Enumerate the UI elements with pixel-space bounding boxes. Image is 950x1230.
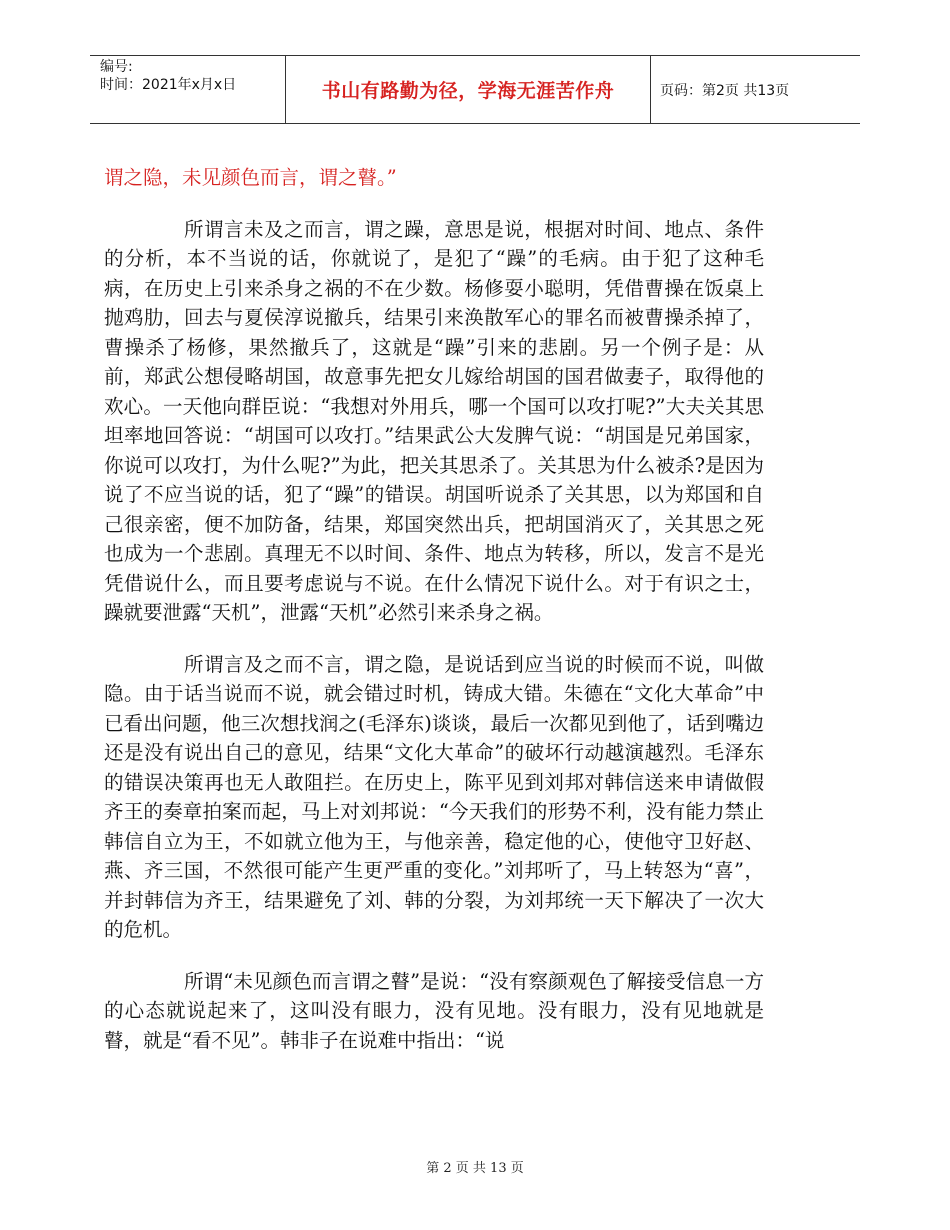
header-page-info: 页码：第2页 共13页 bbox=[660, 83, 790, 99]
document-body bbox=[104, 163, 764, 1055]
page-footer: 第 2 页 共 13 页 bbox=[426, 1161, 524, 1176]
header-meta bbox=[100, 58, 280, 94]
number-label: 编号: bbox=[100, 59, 133, 75]
opening-line: 谓之隐，未见颜色而言，谓之瞽。” bbox=[104, 166, 397, 189]
paragraph: 所谓言未及之而言，谓之躁，意思是说，根据对时间、地点、条件的分析，本不当说的话，你就说了，是犯了“躁”的毛病。由于犯了这种毛病，在历史上引来杀身之祸的不在少数。杨修耍小聪明，凭借曹操在饭桌上抛鸡肋，回去与夏侯淳说撤兵，结果引来涣散军心的罪名而被曹操杀掉了，曹操杀了杨修，果然撤兵了，这就是“躁”引来的悲剧。另一个例子是：从前，郑武公想侵略胡国，故意事先把女儿嫁给胡国的国君做妻子，取得他的欢心。一天他向群臣说：“我想对外用兵，哪一个国可以攻打呢?”大夫关其思坦率地回答说：“胡国可以攻打。”结果武公大发脾气说：“胡国是兄弟国家，你说可以攻打，为什么呢?”为此，把关其思杀了。关其思为什么被杀?是因为说了不应当说的话，犯了“躁”的错误。胡国听说杀了关其思，以为郑国和自己很亲密，便不加防备，结果，郑国突然出兵，把胡国消灭了，关其思之死也成为一个悲剧。真理无不以时间、条件、地点为转移，所以，发言不是光凭借说什么，而且要考虑说与不说。在什么情况下说什么。对于有识之士，躁就要泄露“天机”，泄露“天机”必然引来杀身之祸。 bbox=[104, 217, 764, 624]
paragraph: 所谓言及之而不言，谓之隐，是说话到应当说的时候而不说，叫做隐。由于话当说而不说，就会错过时机，铸成大错。朱德在“文化大革命”中已看出问题，他三次想找润之(毛泽东)谈谈，最后一次都见到他了，话到嘴边还是没有说出自己的意见，结果“文化大革命”的破坏行动越演越烈。毛泽东的错误决策再也无人敢阻拦。在历史上，陈平见到刘邦对韩信送来申请做假齐王的奏章拍案而起，马上对刘邦说：“今天我们的形势不利，没有能力禁止韩信自立为王，不如就立他为王，与他亲善，稳定他的心，使他守卫好赵、燕、齐三国，不然很可能产生更严重的变化。”刘邦听了，马上转怒为“喜”，并封韩信为齐王，结果避免了刘、韩的分裂，为刘邦统一天下解决了一次大的危机。 bbox=[104, 652, 764, 941]
header-motto: 书山有路勤为径，学海无涯苦作舟 bbox=[321, 80, 615, 102]
page-header bbox=[90, 55, 860, 124]
header-divider bbox=[650, 56, 651, 123]
time-label: 时间：2021年x月x日 bbox=[100, 77, 237, 93]
paragraph: 所谓“未见颜色而言谓之瞽”是说：“没有察颜观色了解接受信息一方的心态就说起来了，这叫没有眼力，没有见地。没有眼力，没有见地就是瞽，就是“看不见”。韩非子在说难中指出：“说 bbox=[104, 969, 764, 1052]
